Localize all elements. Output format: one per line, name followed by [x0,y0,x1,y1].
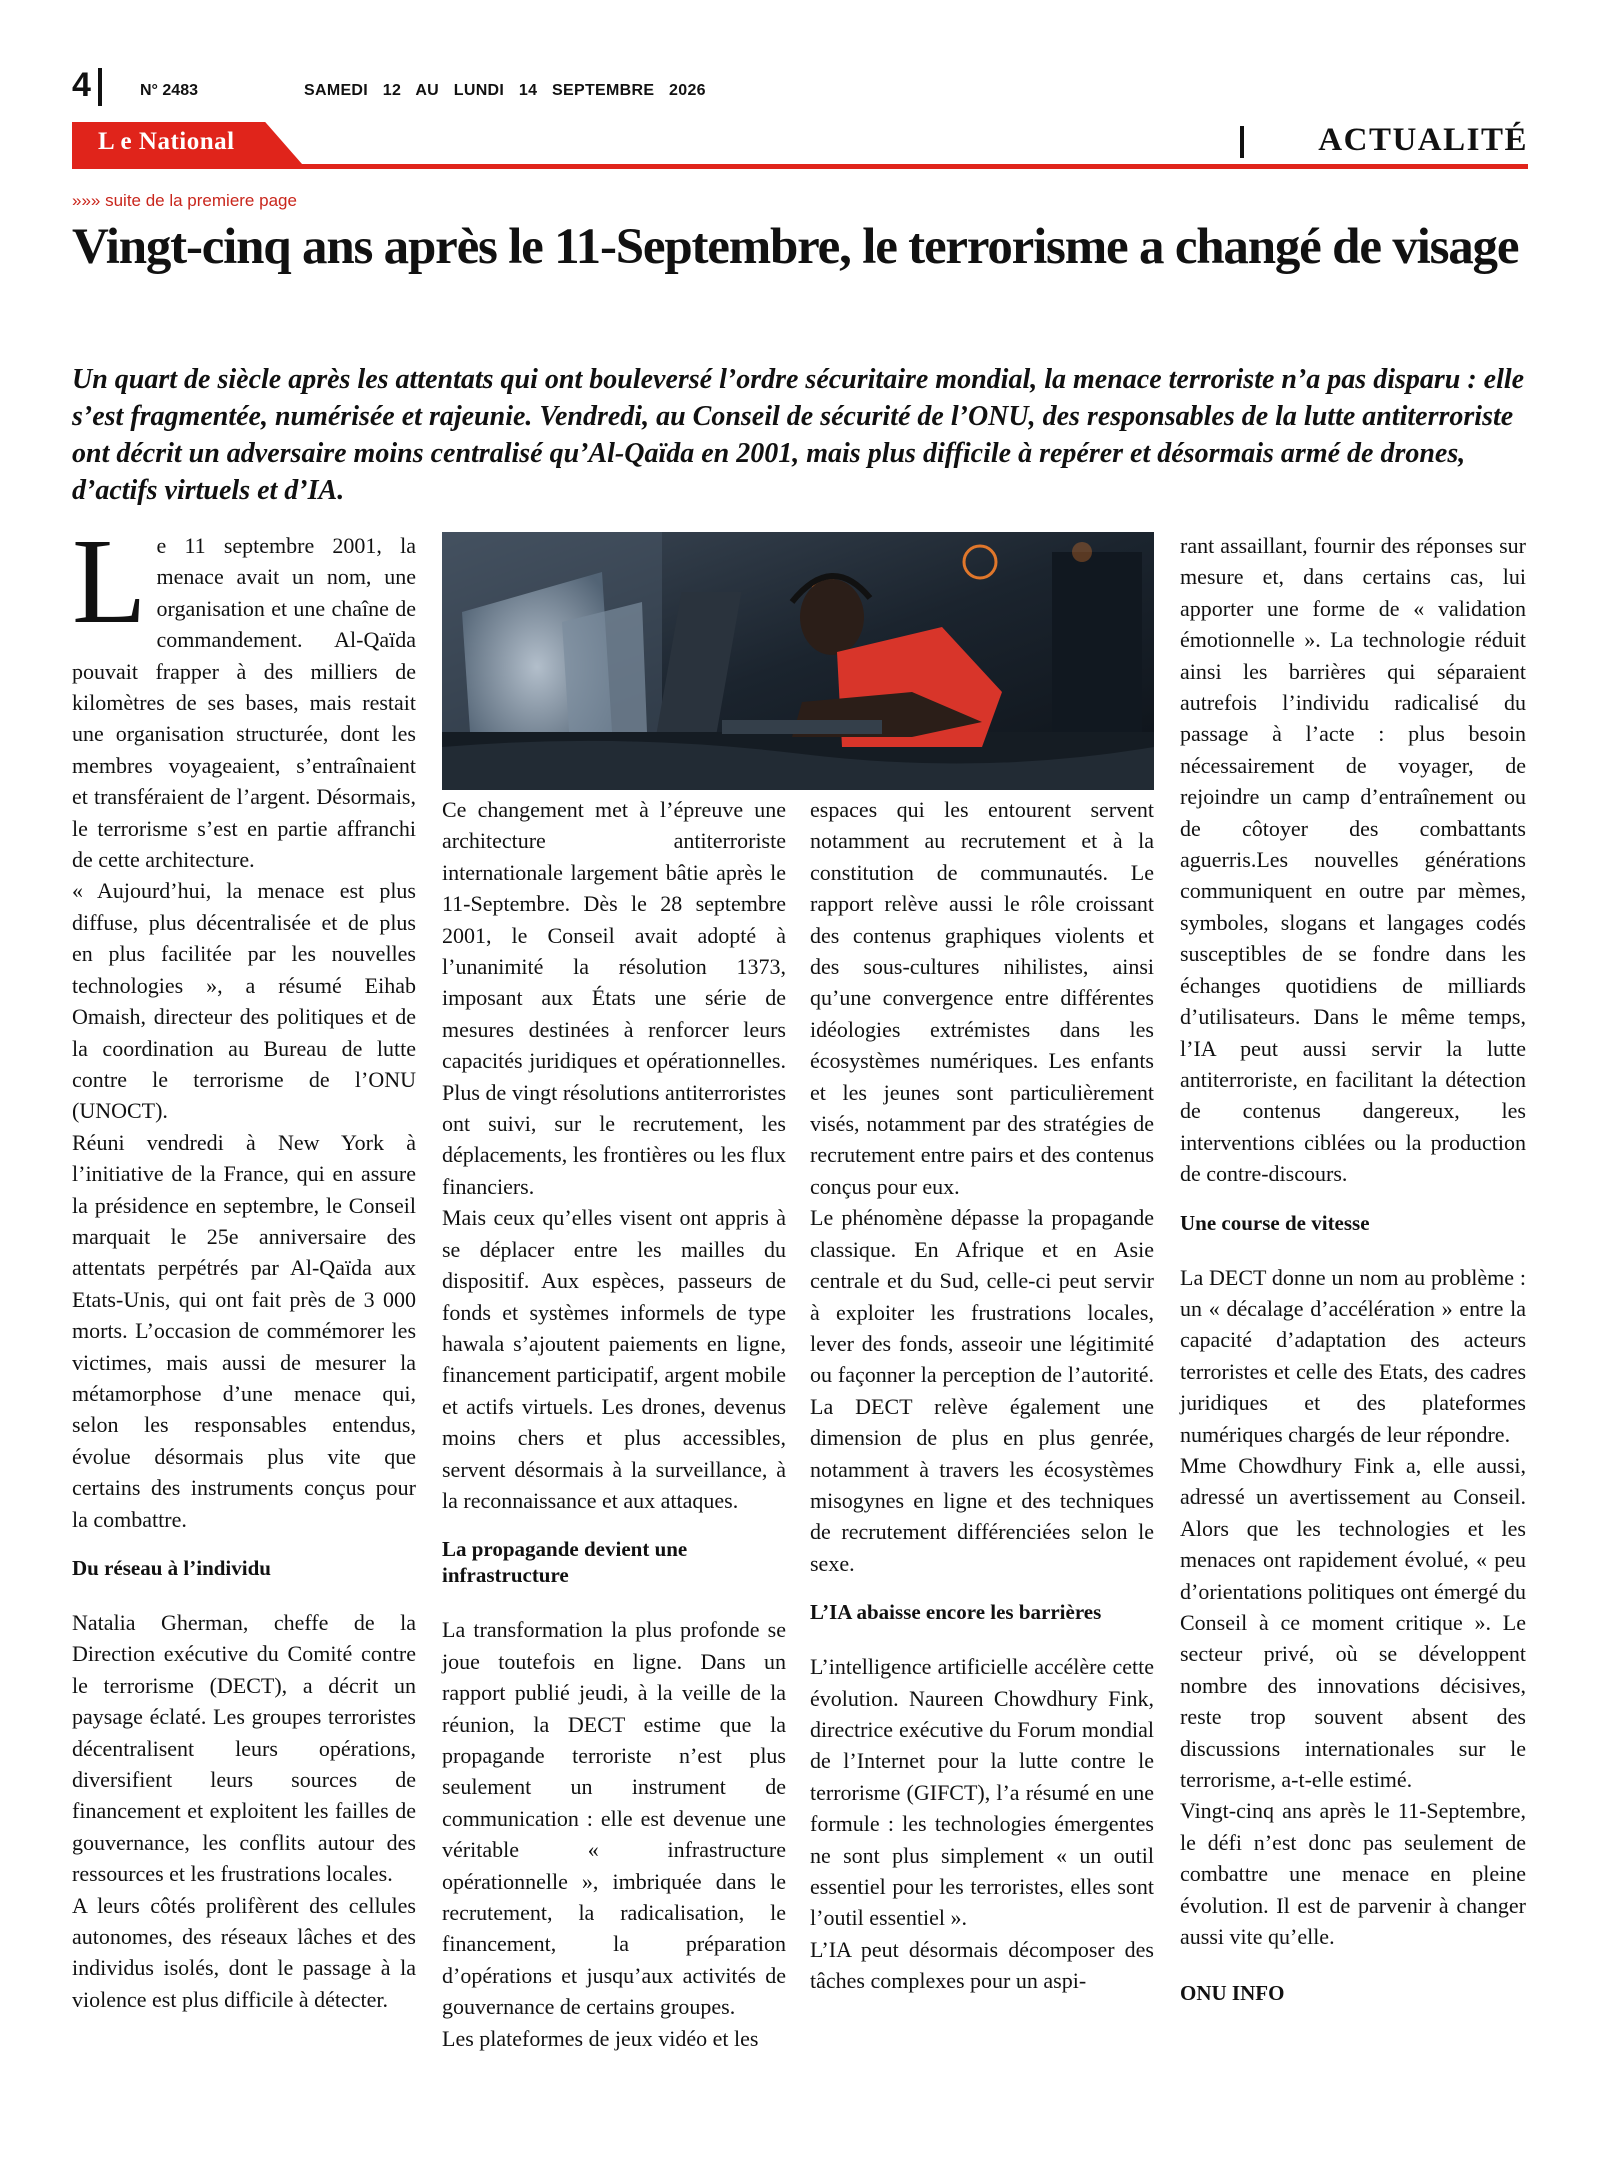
paragraph: Les plateformes de jeux vidéo et les [442,2025,759,2051]
page-number: 4 [72,66,91,104]
page-number-divider [98,68,102,106]
paragraph: Réuni vendredi à New York à l’initiative de la France, qui en assure la présidence en septembre, le Conseil marquait le 25e anniversaire des attentats perpétrés par Al-Qaïda aux Etats-Unis, qui ont fait près de 3 000 morts. L’occasion de commémorer les victimes, mais aussi de mesurer la métamorphose d’une menace qui, selon les responsables entendus, évolue désormais plus vite que certains des instruments conçus pour la combattre. [72,1129,416,1532]
issue-date: SAMEDI 12 AU LUNDI 14 SEPTEMBRE 2026 [304,82,706,99]
subheading: Du réseau à l’individu [72,1556,271,1580]
paragraph: Mme Chowdhury Fink a, elle aussi, adressé un avertissement au Conseil. Alors que les technologies et les menaces ont rapidement évolué, « peu d’orientations politiques ont émergé du Conseil à ce moment critique ». Le secteur privé, où se développent nombre des innovations décisives, reste trop souvent absent des discussions internationales sur le terrorisme, a-t-elle estimé. [1180,1452,1526,1793]
article-column-3 [810,794,1154,1997]
article-column-2 [442,794,786,2054]
brand-bar [72,122,1528,170]
subheading: La propagande devient une infrastructure [442,1537,688,1588]
paragraph: L’intelligence artificielle accélère cette évolution. Naureen Chowdhury Fink, directrice exécutive du Forum mondial de l’Internet pour la lutte contre le terrorisme (GIFCT), l’a résumé en une formule : les technologies émergentes ne sont plus simplement « un outil essentiel pour les terroristes, elles sont l’outil essentiel ». [810,1654,1154,1931]
article-signature: ONU INFO [1180,1981,1285,2006]
paragraph: Ce changement met à l’épreuve une architecture antiterroriste internationale largement bâtie après le 11-Septembre. Dès le 28 septembre 2001, le Conseil avait adopté à l’unanimité la résolution 1373, imposant aux États une série de mesures destinées à renforcer leurs capacités juridiques et opérationnelles. Plus de vingt résolutions antiterroristes ont suivi, sur le recrutement, les déplacements, les frontières ou les flux financiers. [442,797,786,1199]
paragraph: La transformation la plus profonde se joue toutefois en ligne. Dans un rapport publié jeudi, à la veille de la réunion, la DECT estime que la propagande terroriste n’est plus seulement un instrument de communication : elle est devenue une véritable « infrastructure opérationnelle », imbriquée dans le recrutement, la radicalisation, le financement, la préparation d’opérations et jusqu’aux activités de gouvernance de certains groupes. [442,1617,786,2020]
paragraph: Mais ceux qu’elles visent ont appris à se déplacer entre les mailles du dispositif. Aux espèces, passeurs de fonds et systèmes informels de type hawala s’ajoutent paiements en ligne, financement participatif, argent mobile et actifs virtuels. Les drones, devenus moins chers et plus accessibles, servent désormais à la surveillance, à la reconnaissance et aux attaques. [442,1205,786,1513]
article-column-1 [72,514,416,2015]
continued-from-front: »»» suite de la premiere page [72,191,297,210]
paragraph: Le phénomène dépasse la propagande classique. En Afrique et en Asie centrale et du Sud, celle-ci peut servir à exploiter les frustrations locales, lever des fonds, asseoir une légitimité ou façonner la perception de l’autorité. La DECT relève également une dimension de plus en plus genrée, notamment à travers les écosystèmes misogynes en ligne et des techniques de recrutement différenciées selon le sexe. [810,1205,1154,1576]
brand-rule [72,164,1528,169]
article-column-4 [1180,530,1526,2010]
article-lead: Un quart de siècle après les attentats qui ont bouleversé l’ordre sécuritaire mondial, la menace terroriste n’a pas disparu : elle s’est fragmentée, numérisée et rajeunie. Vendredi, au Conseil de sécurité de l’ONU, des responsables de la lutte antiterroriste ont décrit un adversaire moins centralisé qu’Al-Qaïda en 2001, mais plus difficile à repérer et désormais armé de drones, d’actifs virtuels et d’IA. [72,364,1525,506]
article-headline: Vingt-cinq ans après le 11-Septembre, le terrorisme a changé de visage [72,219,1519,275]
section-label: ACTUALITÉ [1318,122,1528,158]
masthead [72,68,1528,108]
subheading: Une course de vitesse [1180,1210,1370,1235]
paragraph: espaces qui les entourent servent notamment au recrutement et à la constitution de communautés. Le rapport relève aussi le rôle croissant des contenus graphiques violents et des sous-cultures nihilistes, ainsi qu’une convergence entre différentes idéologies extrémistes dans les écosystèmes numériques. Les enfants et les jeunes sont particulièrement visés, notamment par des stratégies de recrutement entre pairs et des contenus conçus pour eux. [810,797,1154,1199]
section-divider [1240,126,1244,158]
paragraph: L’IA peut désormais décomposer des tâches complexes pour un aspi- [810,1936,1154,1994]
paragraph: Vingt-cinq ans après le 11-Septembre, le défi n’est donc pas seulement de combattre une menace en pleine évolution. Il est de parvenir à changer aussi vite qu’elle. [1180,1798,1526,1950]
article-photo [442,532,1154,790]
drop-cap: L [72,514,147,649]
paragraph: A leurs côtés prolifèrent des cellules autonomes, des réseaux lâches et des individus isolés, dont le passage à la violence est plus difficile à détecter. [72,1892,416,2012]
photo-young-person-at-computer [442,532,1154,790]
issue-number: N° 2483 [140,82,198,99]
paragraph: Natalia Gherman, cheffe de la Direction exécutive du Comité contre le terrorisme (DECT), a décrit un paysage éclaté. Les groupes terroristes décentralisent leurs opérations, diversifient leurs sources de financement et exploitent les failles de gouvernance, les conflits autour des ressources et les frustrations locales. [72,1610,416,1887]
paragraph: Le 11 septembre 2001, la menace avait un nom, une organisation et une chaîne de commandement. Al-Qaïda pouvait frapper à des milliers de kilomètres de ses bases, mais restait une organisation structurée, dont les membres voyageaient, s’entraînaient et transféraient de l’argent. Désormais, le terrorisme s’est en partie affranchi de cette architecture. [72,514,416,873]
paragraph: « Aujourd’hui, la menace est plus diffuse, plus décentralisée et de plus en plus facilitée par les nouvelles technologies », a résumé Eihab Omaish, directeur des politiques et de la coordination au Bureau de lutte contre le terrorisme de l’ONU (UNOCT). [72,878,416,1124]
paragraph: La DECT donne un nom au problème : un « décalage d’accélération » entre la capacité d’adaptation des acteurs terroristes et celle des Etats, des cadres juridiques et des plateformes numériques chargés de leur répondre. [1180,1264,1526,1447]
brand-name: L e National [98,128,235,155]
subheading: L’IA abaisse encore les barrières [810,1600,1102,1625]
paragraph: rant assaillant, fournir des réponses sur mesure et, dans certains cas, lui apporter une forme de « validation émotionnelle ». La technologie réduit ainsi les barrières qui séparaient autrefois l’individu radicalisé du passage à l’acte : plus besoin nécessairement de voyager, de rejoindre un camp d’entraînement ou de côtoyer des combattants aguerris.Les nouvelles générations communiquent en outre par mèmes, symboles, slogans et langages codés susceptibles de se fondre dans les échanges quotidiens de milliards d’utilisateurs. Dans le même temps, l’IA peut aussi servir la lutte antiterroriste, en facilitant la détection de contenus dangereux, les interventions ciblées ou la production de contre-discours. [1180,533,1526,1187]
